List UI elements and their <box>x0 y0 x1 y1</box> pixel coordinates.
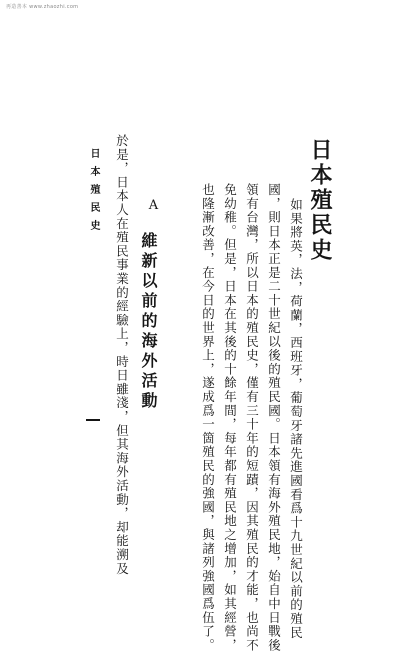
section-marker: A <box>146 198 161 213</box>
section-heading: 維新以前的海外活動 <box>139 232 158 412</box>
paragraph1-line-4: 免幼稚。但是，日本在其後的十餘年間，每年都有殖民地之增加，如其經營， <box>222 183 238 652</box>
running-title: 日本殖民史 <box>88 148 99 238</box>
paragraph1-line-1: 如果將英，法，荷蘭，西班牙，葡萄牙諸先進國看爲十九世紀以前的殖民 <box>288 198 304 640</box>
page-number <box>86 419 100 421</box>
paragraph1-line-2: 國，則日本正是二十世紀以後的殖民國。日本領有海外殖民地，始自中日戰後 <box>266 183 282 652</box>
paragraph2-line-1: 於是，日本人在殖民事業的經驗上，時日雖淺，但其海外活動，却能溯及 <box>114 134 130 576</box>
paragraph1-line-5: 也隆漸改善，在今日的世界上，遂成爲一箇殖民的強國，與諸列強國爲伍了。 <box>200 183 216 652</box>
chapter-title: 日本殖民史 <box>307 138 332 263</box>
watermark-text: 再造善本 www.zhaozhi.com <box>6 4 79 10</box>
paragraph1-line-3: 領有台灣，所以日本的殖民史，僅有三十年的短蹟，因其殖民的才能，也尚不 <box>244 183 260 652</box>
